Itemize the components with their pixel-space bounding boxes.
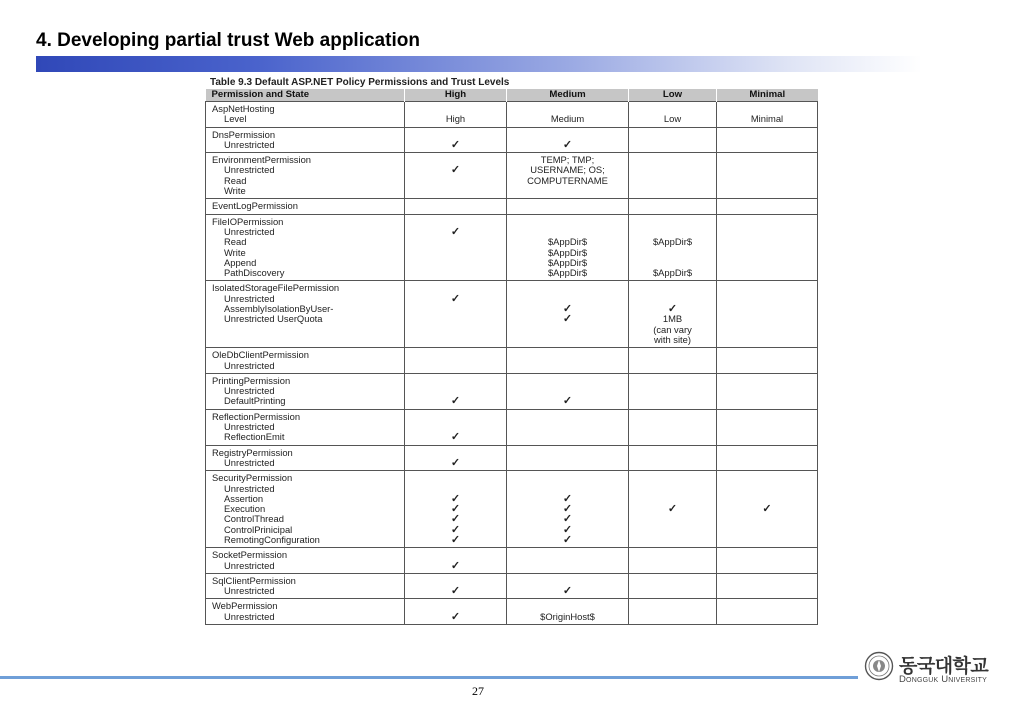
trust-level-high-cell [405,348,507,374]
permission-name: RegistryPermission [212,446,293,458]
trust-level-high-cell [405,599,507,625]
checkmark-icon: ✓ [450,585,461,598]
cell-value: TEMP; TMP; [540,154,595,166]
trust-level-medium-cell [507,409,629,445]
trust-level-medium-cell [507,373,629,409]
checkmark-icon: ✓ [562,513,573,526]
table-row [206,573,818,599]
table-row [206,471,818,548]
university-name-korean: 동국대학교 [899,655,989,677]
title-underline-bar [36,56,922,72]
permission-state: Append [224,256,257,268]
cell-value: Medium [550,113,585,125]
trust-level-medium-cell [507,445,629,471]
checkmark-icon: ✓ [450,513,461,526]
permission-name: EventLogPermission [212,200,298,212]
checkmark-icon: ✓ [562,395,573,408]
checkmark-icon: ✓ [762,503,772,516]
table-row [206,153,818,199]
trust-level-medium-cell [507,153,629,199]
trust-level-high-cell [405,153,507,199]
permission-name: SocketPermission [212,549,288,561]
trust-level-high-cell [405,373,507,409]
permission-state: Unrestricted [224,482,275,494]
permission-state: ReflectionEmit [224,431,285,443]
trust-level-minimal-cell [717,281,818,348]
trust-level-low-cell [629,471,717,548]
checkmark-icon: ✓ [450,610,461,623]
trust-level-minimal-cell [717,409,818,445]
trust-level-medium-cell [507,102,629,128]
permission-name: FileIOPermission [212,215,284,227]
permission-state: Unrestricted UserQuota [224,313,323,325]
trust-level-low-cell [629,409,717,445]
permission-cell [206,373,405,409]
table-row [206,127,818,153]
cell-value: Low [663,113,682,125]
permission-name: IsolatedStorageFilePermission [212,282,340,294]
permission-cell [206,199,405,214]
cell-value [411,473,500,483]
permission-cell [206,573,405,599]
trust-level-low-cell [629,153,717,199]
permission-state: Write [224,185,246,197]
permission-state: Read [224,174,247,186]
permission-cell [206,127,405,153]
permission-state: Unrestricted [224,385,275,397]
checkmark-icon: ✓ [450,395,461,408]
permission-name: OleDbClientPermission [212,349,309,361]
slide-title: 4. Developing partial trust Web application [36,30,420,51]
trust-level-high-cell [405,573,507,599]
trust-level-medium-cell [507,599,629,625]
cell-value: COMPUTERNAME [527,174,608,186]
cell-value: High [445,113,466,125]
permission-state: PathDiscovery [224,267,285,279]
trust-level-minimal-cell [717,214,818,281]
trust-level-low-cell [629,599,717,625]
permission-state: ControlThread [224,513,284,525]
checkmark-icon: ✓ [667,503,678,516]
checkmark-icon: ✓ [450,292,461,305]
cell-value [723,473,811,483]
page-number: 27 [472,684,484,698]
trust-level-minimal-cell [717,445,818,471]
permission-state: Write [224,246,246,258]
cell-value: (can vary [653,323,692,335]
trust-level-low-cell [629,199,717,214]
permissions-table [205,89,818,625]
checkmark-icon: ✓ [562,313,573,326]
permission-state: Unrestricted [224,138,275,150]
header-medium: Medium [507,89,629,102]
trust-level-minimal-cell [717,348,818,374]
header-minimal: Minimal [717,89,818,102]
university-name-english: Dongguk University [899,674,988,685]
trust-level-medium-cell [507,573,629,599]
permission-state: Unrestricted [224,164,275,176]
cell-value: with site) [654,333,691,345]
trust-level-low-cell [629,348,717,374]
trust-level-high-cell [405,127,507,153]
trust-level-medium-cell [507,281,629,348]
trust-level-low-cell [629,127,717,153]
cell-value: USERNAME; OS; [530,164,605,176]
cell-value [513,473,622,483]
checkmark-icon: ✓ [450,431,461,444]
checkmark-icon: ✓ [450,456,461,469]
trust-level-high-cell [405,445,507,471]
trust-level-high-cell [405,471,507,548]
permission-cell [206,471,405,548]
permission-state: Unrestricted [224,456,275,468]
trust-level-low-cell [629,102,717,128]
trust-level-minimal-cell [717,373,818,409]
cell-value [635,473,710,483]
trust-level-high-cell [405,548,507,574]
trust-level-medium-cell [507,348,629,374]
checkmark-icon: ✓ [450,533,461,546]
permission-cell [206,409,405,445]
header-low: Low [629,89,717,102]
permission-cell [206,348,405,374]
cell-value: $AppDir$ [547,267,588,279]
trust-level-minimal-cell [717,471,818,548]
checkmark-icon: ✓ [450,503,461,516]
table-row [206,373,818,409]
trust-level-low-cell [629,445,717,471]
checkmark-icon: ✓ [450,492,461,505]
trust-level-low-cell [629,281,717,348]
permission-state: Unrestricted [224,359,275,371]
table-row [206,409,818,445]
trust-level-medium-cell [507,127,629,153]
table-row [206,348,818,374]
checkmark-icon: ✓ [562,503,573,516]
checkmark-icon: ✓ [450,559,461,572]
table-row [206,445,818,471]
permission-name: DnsPermission [212,128,276,140]
table-caption: Table 9.3 Default ASP.NET Policy Permissions and Trust Levels [210,77,510,88]
table-row [206,199,818,214]
trust-level-high-cell [405,281,507,348]
checkmark-icon: ✓ [562,533,573,546]
table-row [206,281,818,348]
permission-state: AssemblyIsolationByUser- [224,303,334,315]
checkmark-icon: ✓ [450,164,461,177]
trust-level-minimal-cell [717,599,818,625]
trust-level-low-cell [629,214,717,281]
permission-cell [206,153,405,199]
header-high: High [405,89,507,102]
permission-state: Unrestricted [224,585,275,597]
trust-level-medium-cell [507,471,629,548]
trust-level-minimal-cell [717,573,818,599]
checkmark-icon: ✓ [562,523,573,536]
checkmark-icon: ✓ [562,303,573,316]
checkmark-icon: ✓ [562,585,573,598]
trust-level-low-cell [629,548,717,574]
permission-state: RemotingConfiguration [224,533,320,545]
permission-state: Execution [224,503,266,515]
permission-name: ReflectionPermission [212,410,301,422]
permission-state: Unrestricted [224,292,275,304]
checkmark-icon: ✓ [667,303,678,316]
table-row [206,102,818,128]
permission-state: Read [224,236,247,248]
permission-cell [206,599,405,625]
permission-name: WebPermission [212,600,278,612]
trust-level-high-cell [405,102,507,128]
header-permission-and-state: Permission and State [206,89,405,102]
permission-cell [206,281,405,348]
permission-name: EnvironmentPermission [212,154,311,166]
cell-value: 1MB [662,313,683,325]
trust-level-minimal-cell [717,127,818,153]
footer-divider-line [0,676,858,679]
trust-level-minimal-cell [717,548,818,574]
checkmark-icon: ✓ [450,225,461,238]
cell-value: $AppDir$ [652,267,693,279]
checkmark-icon: ✓ [562,138,573,151]
table-row [206,214,818,281]
permission-state: ControlPrinicipal [224,523,293,535]
trust-level-high-cell [405,199,507,214]
trust-level-low-cell [629,373,717,409]
cell-value: Minimal [750,113,784,125]
permission-name: SqlClientPermission [212,574,296,586]
table-header-row [206,89,818,102]
checkmark-icon: ✓ [562,492,573,505]
permission-name: AspNetHosting [212,103,275,114]
permission-name: SecurityPermission [212,472,293,484]
cell-value: $AppDir$ [547,256,588,268]
table-row [206,548,818,574]
permission-cell [206,102,405,128]
university-seal-icon [864,651,894,681]
trust-level-high-cell [405,214,507,281]
permission-state: Unrestricted [224,421,275,433]
cell-value: $AppDir$ [547,236,588,248]
trust-level-low-cell [629,573,717,599]
permission-state: Unrestricted [224,559,275,571]
permission-state: Unrestricted [224,610,275,622]
trust-level-medium-cell [507,214,629,281]
cell-value: $AppDir$ [652,236,693,248]
checkmark-icon: ✓ [450,523,461,536]
table-row [206,599,818,625]
trust-level-medium-cell [507,548,629,574]
permission-cell [206,445,405,471]
permission-cell [206,214,405,281]
trust-level-minimal-cell [717,153,818,199]
permission-state: Unrestricted [224,225,275,237]
permission-cell [206,548,405,574]
trust-level-high-cell [405,409,507,445]
trust-level-minimal-cell [717,102,818,128]
permission-name: PrintingPermission [212,374,291,386]
permission-state: DefaultPrinting [224,395,286,407]
permission-state: Level [224,113,247,125]
checkmark-icon: ✓ [450,138,461,151]
trust-level-minimal-cell [717,199,818,214]
trust-level-medium-cell [507,199,629,214]
cell-value: $AppDir$ [547,246,588,258]
cell-value: $OriginHost$ [540,610,595,622]
permission-state: Assertion [224,492,264,504]
